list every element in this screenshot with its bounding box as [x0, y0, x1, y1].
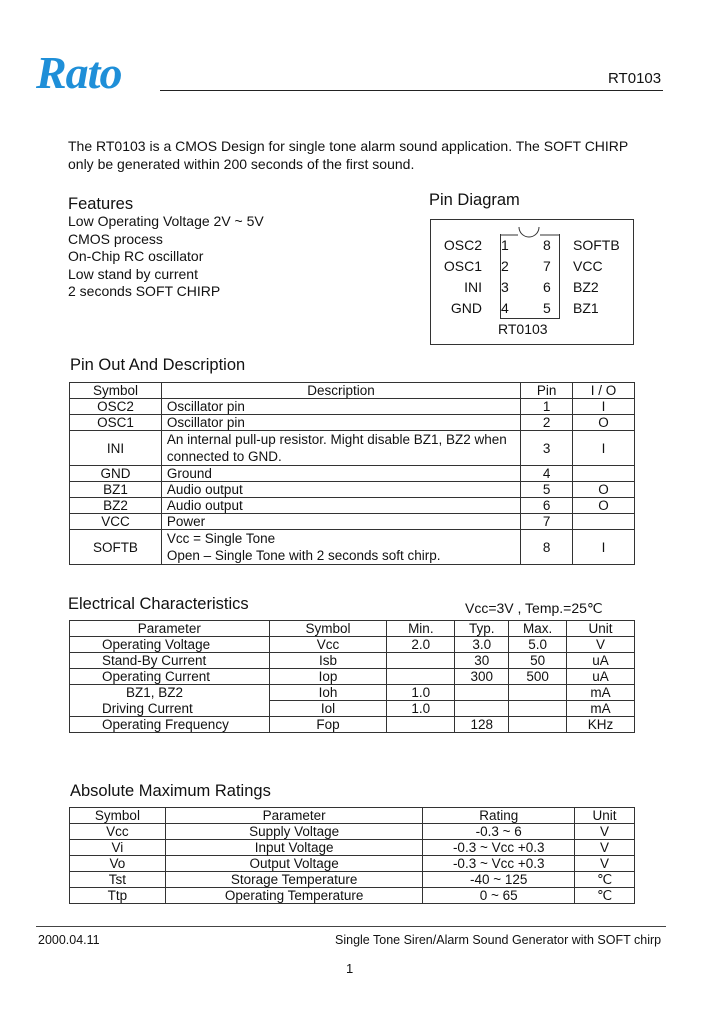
cell: V	[567, 637, 635, 653]
features-title: Features	[68, 195, 134, 213]
cell: Oscillator pin	[161, 415, 520, 431]
cell	[455, 701, 509, 717]
cell: 1.0	[387, 701, 455, 717]
cell: SOFTB	[70, 530, 162, 565]
cell: 6	[521, 498, 573, 514]
cell: 1.0	[387, 685, 455, 701]
cell: 4	[521, 466, 573, 482]
cell: Operating Frequency	[70, 717, 270, 733]
part-number: RT0103	[608, 70, 662, 87]
table-row	[70, 872, 635, 888]
table-row	[70, 824, 635, 840]
table-header-row	[70, 808, 635, 824]
cell: Isb	[269, 653, 387, 669]
table-row	[70, 717, 635, 733]
cell	[509, 701, 567, 717]
pin-out-table	[69, 382, 635, 565]
cell: Ttp	[70, 888, 166, 904]
cell: I	[573, 399, 635, 415]
cell: VCC	[70, 514, 162, 530]
column-header: Symbol	[70, 808, 166, 824]
pin-num-1: 1	[501, 237, 509, 253]
column-header: Min.	[387, 621, 455, 637]
intro-paragraph: The RT0103 is a CMOS Design for single tone alarm sound application. The SOFT CHIRP only be generated within 200 seconds of the first sound.	[68, 138, 629, 172]
cell: OSC2	[70, 399, 162, 415]
cell: Vi	[70, 840, 166, 856]
cell: 30	[455, 653, 509, 669]
cell: INI	[70, 431, 162, 466]
cell: Vcc	[70, 824, 166, 840]
pin-name-osc1: OSC1	[443, 258, 482, 274]
cell: Storage Temperature	[165, 872, 423, 888]
pin-name-gnd: GND	[450, 300, 482, 316]
pin-name-osc2: OSC2	[443, 237, 482, 253]
cell: GND	[70, 466, 162, 482]
cell: O	[573, 498, 635, 514]
rato-logo	[36, 50, 166, 97]
page-number: 1	[346, 961, 354, 976]
cell: -0.3 ~ 6	[423, 824, 575, 840]
feature-item: Low stand by current	[68, 265, 198, 282]
cell	[387, 653, 455, 669]
pin-name-ini: INI	[464, 279, 482, 295]
footer-rule	[36, 926, 666, 927]
pin-num-4: 4	[501, 300, 509, 316]
pin-num-2: 2	[501, 258, 509, 274]
cell: Fop	[269, 717, 387, 733]
table-row	[70, 415, 635, 431]
table-row	[70, 530, 635, 565]
feature-item: On-Chip RC oscillator	[68, 248, 204, 264]
cell: Tst	[70, 872, 166, 888]
cell	[509, 685, 567, 701]
cell: uA	[567, 653, 635, 669]
cell: -40 ~ 125	[423, 872, 575, 888]
column-header: Rating	[423, 808, 575, 824]
cell: Oscillator pin	[161, 399, 520, 415]
cell: O	[573, 482, 635, 498]
cell: uA	[567, 669, 635, 685]
column-header: Symbol	[70, 383, 162, 399]
column-header: Max.	[509, 621, 567, 637]
chip-outline	[500, 234, 560, 319]
chip-label: RT0103	[498, 321, 548, 337]
cell: 5	[521, 482, 573, 498]
cell: Audio output	[161, 498, 520, 514]
cell: -0.3 ~ Vcc +0.3	[423, 840, 575, 856]
cell: 5.0	[509, 637, 567, 653]
cell: -0.3 ~ Vcc +0.3	[423, 856, 575, 872]
cell: 7	[521, 514, 573, 530]
cell: Vo	[70, 856, 166, 872]
cell: KHz	[567, 717, 635, 733]
pin-name-bz1: BZ1	[573, 300, 599, 316]
cell	[387, 669, 455, 685]
pin-num-8: 8	[543, 237, 551, 253]
pin-num-5: 5	[543, 300, 551, 316]
cell	[573, 466, 635, 482]
pin-name-vcc: VCC	[573, 258, 603, 274]
cell: ℃	[575, 872, 635, 888]
cell: Ground	[161, 466, 520, 482]
cell: Power	[161, 514, 520, 530]
table-row	[70, 888, 635, 904]
cell: I	[573, 530, 635, 565]
cell: V	[575, 856, 635, 872]
cell	[455, 685, 509, 701]
cell	[573, 514, 635, 530]
cell: Operating Temperature	[165, 888, 423, 904]
column-header: Description	[161, 383, 520, 399]
table-row	[70, 637, 635, 653]
column-header: Symbol	[269, 621, 387, 637]
cell: Stand-By Current	[70, 653, 270, 669]
features-list	[68, 213, 264, 301]
header-rule	[160, 90, 663, 91]
cell: 128	[455, 717, 509, 733]
cell: mA	[567, 685, 635, 701]
cell: Vcc = Single Tone Open – Single Tone with 2 seconds soft chirp.	[161, 530, 520, 565]
feature-item: CMOS process	[68, 230, 163, 247]
feature-item: 2 seconds SOFT CHIRP	[68, 283, 221, 299]
column-header: Pin	[521, 383, 573, 399]
cell	[387, 717, 455, 733]
cell: mA	[567, 701, 635, 717]
electrical-title: Electrical Characteristics	[68, 595, 249, 613]
pin-table-title: Pin Out And Description	[70, 356, 246, 374]
column-header: Unit	[567, 621, 635, 637]
table-row	[70, 653, 635, 669]
column-header: Parameter	[70, 621, 270, 637]
cell: V	[575, 840, 635, 856]
cell: 500	[509, 669, 567, 685]
cell: Input Voltage	[165, 840, 423, 856]
pin-num-7: 7	[543, 258, 551, 274]
table-row	[70, 701, 635, 717]
cell: I	[573, 431, 635, 466]
table-header-row	[70, 383, 635, 399]
cell: ℃	[575, 888, 635, 904]
column-header: I / O	[573, 383, 635, 399]
svg-text:Rato: Rato	[36, 50, 122, 92]
table-row	[70, 856, 635, 872]
test-condition: Vcc=3V , Temp.=25℃	[465, 600, 603, 616]
absolute-ratings-table	[69, 807, 635, 904]
pin-name-softb: SOFTB	[573, 237, 620, 253]
table-row	[70, 514, 635, 530]
cell: Output Voltage	[165, 856, 423, 872]
column-header: Parameter	[165, 808, 423, 824]
cell: An internal pull-up resistor. Might disable BZ1, BZ2 when connected to GND.	[161, 431, 520, 466]
cell: 3	[521, 431, 573, 466]
cell: 2.0	[387, 637, 455, 653]
table-header-row	[70, 621, 635, 637]
cell: BZ1, BZ2	[70, 685, 270, 701]
cell: 8	[521, 530, 573, 565]
table-row	[70, 431, 635, 466]
footer-date: 2000.04.11	[38, 933, 100, 947]
table-row	[70, 466, 635, 482]
pin-diagram-title: Pin Diagram	[429, 191, 520, 209]
cell: 3.0	[455, 637, 509, 653]
column-header: Unit	[575, 808, 635, 824]
absolute-ratings-title: Absolute Maximum Ratings	[70, 782, 271, 800]
cell: O	[573, 415, 635, 431]
cell: 0 ~ 65	[423, 888, 575, 904]
cell: Iop	[269, 669, 387, 685]
table-row	[70, 669, 635, 685]
cell: Vcc	[269, 637, 387, 653]
cell: 300	[455, 669, 509, 685]
cell: Driving Current	[70, 701, 270, 717]
cell: OSC1	[70, 415, 162, 431]
column-header: Typ.	[455, 621, 509, 637]
cell: Ioh	[269, 685, 387, 701]
table-row	[70, 399, 635, 415]
cell: Iol	[269, 701, 387, 717]
table-row	[70, 685, 635, 701]
cell: 50	[509, 653, 567, 669]
electrical-table	[69, 620, 635, 733]
table-row	[70, 482, 635, 498]
cell: 2	[521, 415, 573, 431]
cell: 1	[521, 399, 573, 415]
pin-name-bz2: BZ2	[573, 279, 599, 295]
cell: Operating Voltage	[70, 637, 270, 653]
cell: Operating Current	[70, 669, 270, 685]
cell	[509, 717, 567, 733]
pin-num-3: 3	[501, 279, 509, 295]
cell: Audio output	[161, 482, 520, 498]
feature-item: Low Operating Voltage 2V ~ 5V	[68, 213, 264, 229]
cell: Supply Voltage	[165, 824, 423, 840]
cell: BZ1	[70, 482, 162, 498]
cell: BZ2	[70, 498, 162, 514]
table-row	[70, 498, 635, 514]
pin-num-6: 6	[543, 279, 551, 295]
footer-description: Single Tone Siren/Alarm Sound Generator with SOFT chirp	[335, 933, 662, 947]
cell: V	[575, 824, 635, 840]
table-row	[70, 840, 635, 856]
